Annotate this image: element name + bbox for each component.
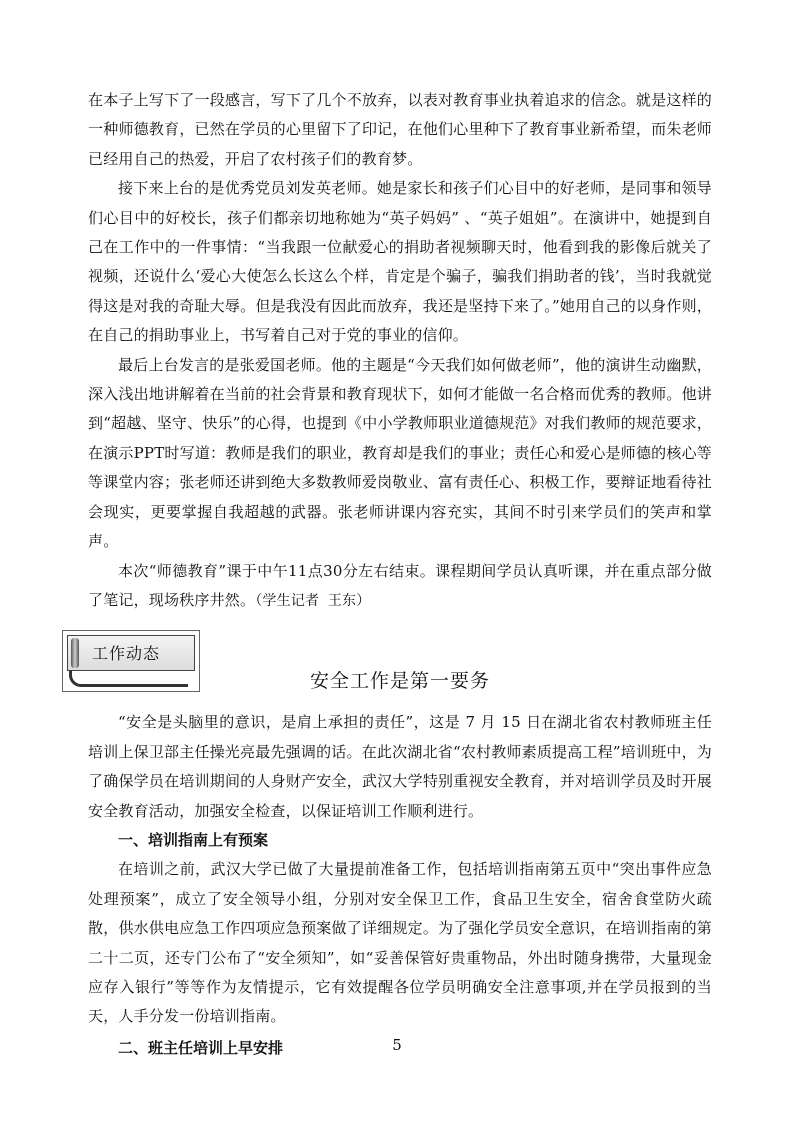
article1-paragraph-1: 在本子上写下了一段感言，写下了几个不放弃，以表对教育事业执着追求的信念。就是这样的一种师德教育，已然在学员的心里留下了印记，在他们心里种下了教育事业新希望，而朱老师已经用自己的热爱，开启了农村孩子们的教育梦。 bbox=[88, 91, 712, 168]
section-tag-label: 工作动态 bbox=[92, 644, 161, 664]
article2-heading-2: 二、班主任培训上早安排 bbox=[118, 1038, 284, 1057]
article1-byline: （学生记者 王东） bbox=[255, 592, 371, 609]
page-number: 5 bbox=[392, 1036, 402, 1054]
article1-closing-text: 本次“师德教育”课于中午11点30分左右结束。课程期间学员认真听课，并在重点部分做了笔记，现场秩序井然。 bbox=[88, 561, 712, 609]
page-content bbox=[88, 86, 712, 1063]
article2-heading-1: 一、培训指南上有预案 bbox=[118, 830, 269, 849]
article1-paragraph-3: 最后上台发言的是张爱国老师。他的主题是“今天我们如何做老师”，他的演讲生动幽默，深入浅出地讲解着在当前的社会背景和教育现状下，如何才能做一名合格而优秀的教师。他讲到“超越、坚守、快乐”的心得，也提到《中小学教师职业道德规范》对我们教师的规范要求，在演示PPT时写道：教师是我们的职业，教育却是我们的事业；责任心和爱心是师德的核心等等课堂内容；张老师还讲到绝大多数教师爱岗敬业、富有责任心、积极工作，要辩证地看待社会现实，更要掌握自我超越的武器。张老师讲课内容充实，其间不时引来学员们的笑声和掌声。 bbox=[88, 355, 712, 551]
scroll-rod-icon bbox=[71, 638, 79, 668]
article2-intro: “安全是头脑里的意识，是肩上承担的责任”，这是 7 月 15 日在湖北省农村教师班主任培训上保卫部主任操光亮最先强调的话。在此次湖北省“农村教师素质提高工程”培训班中，为了确保学员在培训期间的人身财产安全，武汉大学特别重视安全教育，并对培训学员及时开展安全教育活动，加强安全检查，以保证培训工作顺利进行。 bbox=[88, 713, 712, 820]
section-banner bbox=[88, 620, 712, 708]
article2-body-1: 在培训之前，武汉大学已做了大量提前准备工作，包括培训指南第五页中“突出事件应急处理预案”，成立了安全领导小组，分别对安全保卫工作，食品卫生安全，宿舍食堂防火疏散，供水供电应急工作四项应急预案做了详细规定。为了强化学员安全意识，在培训指南的第二十二页，还专门公布了“安全须知”，如“妥善保管好贵重物品，外出时随身携带，大量现金应存入银行”等等作为友情提示，它有效提醒各位学员明确安全注意事项,并在学员报到的当天，人手分发一份培训指南。 bbox=[88, 860, 712, 1026]
article1-closing-paragraph bbox=[88, 557, 712, 617]
article1-paragraph-2: 接下来上台的是优秀党员刘发英老师。她是家长和孩子们心目中的好老师，是同事和领导们心目中的好校长，孩子们都亲切地称她为“英子妈妈” 、“英子姐姐”。在演讲中，她提到自己在工作中的一件事情：“当我跟一位献爱心的捐助者视频聊天时，他看到我的影像后就关了视频，还说什么‘爱心大使怎么长这么个样，肯定是个骗子，骗我们捐助者的钱’，当时我就觉得这是对我的奇耻大辱。但是我没有因此而放弃，我还是坚持下来了。”她用自己的以身作则，在自己的捐助事业上，书写着自己对于党的事业的信仰。 bbox=[88, 179, 712, 345]
article2-title: 安全工作是第一要务 bbox=[309, 670, 490, 693]
